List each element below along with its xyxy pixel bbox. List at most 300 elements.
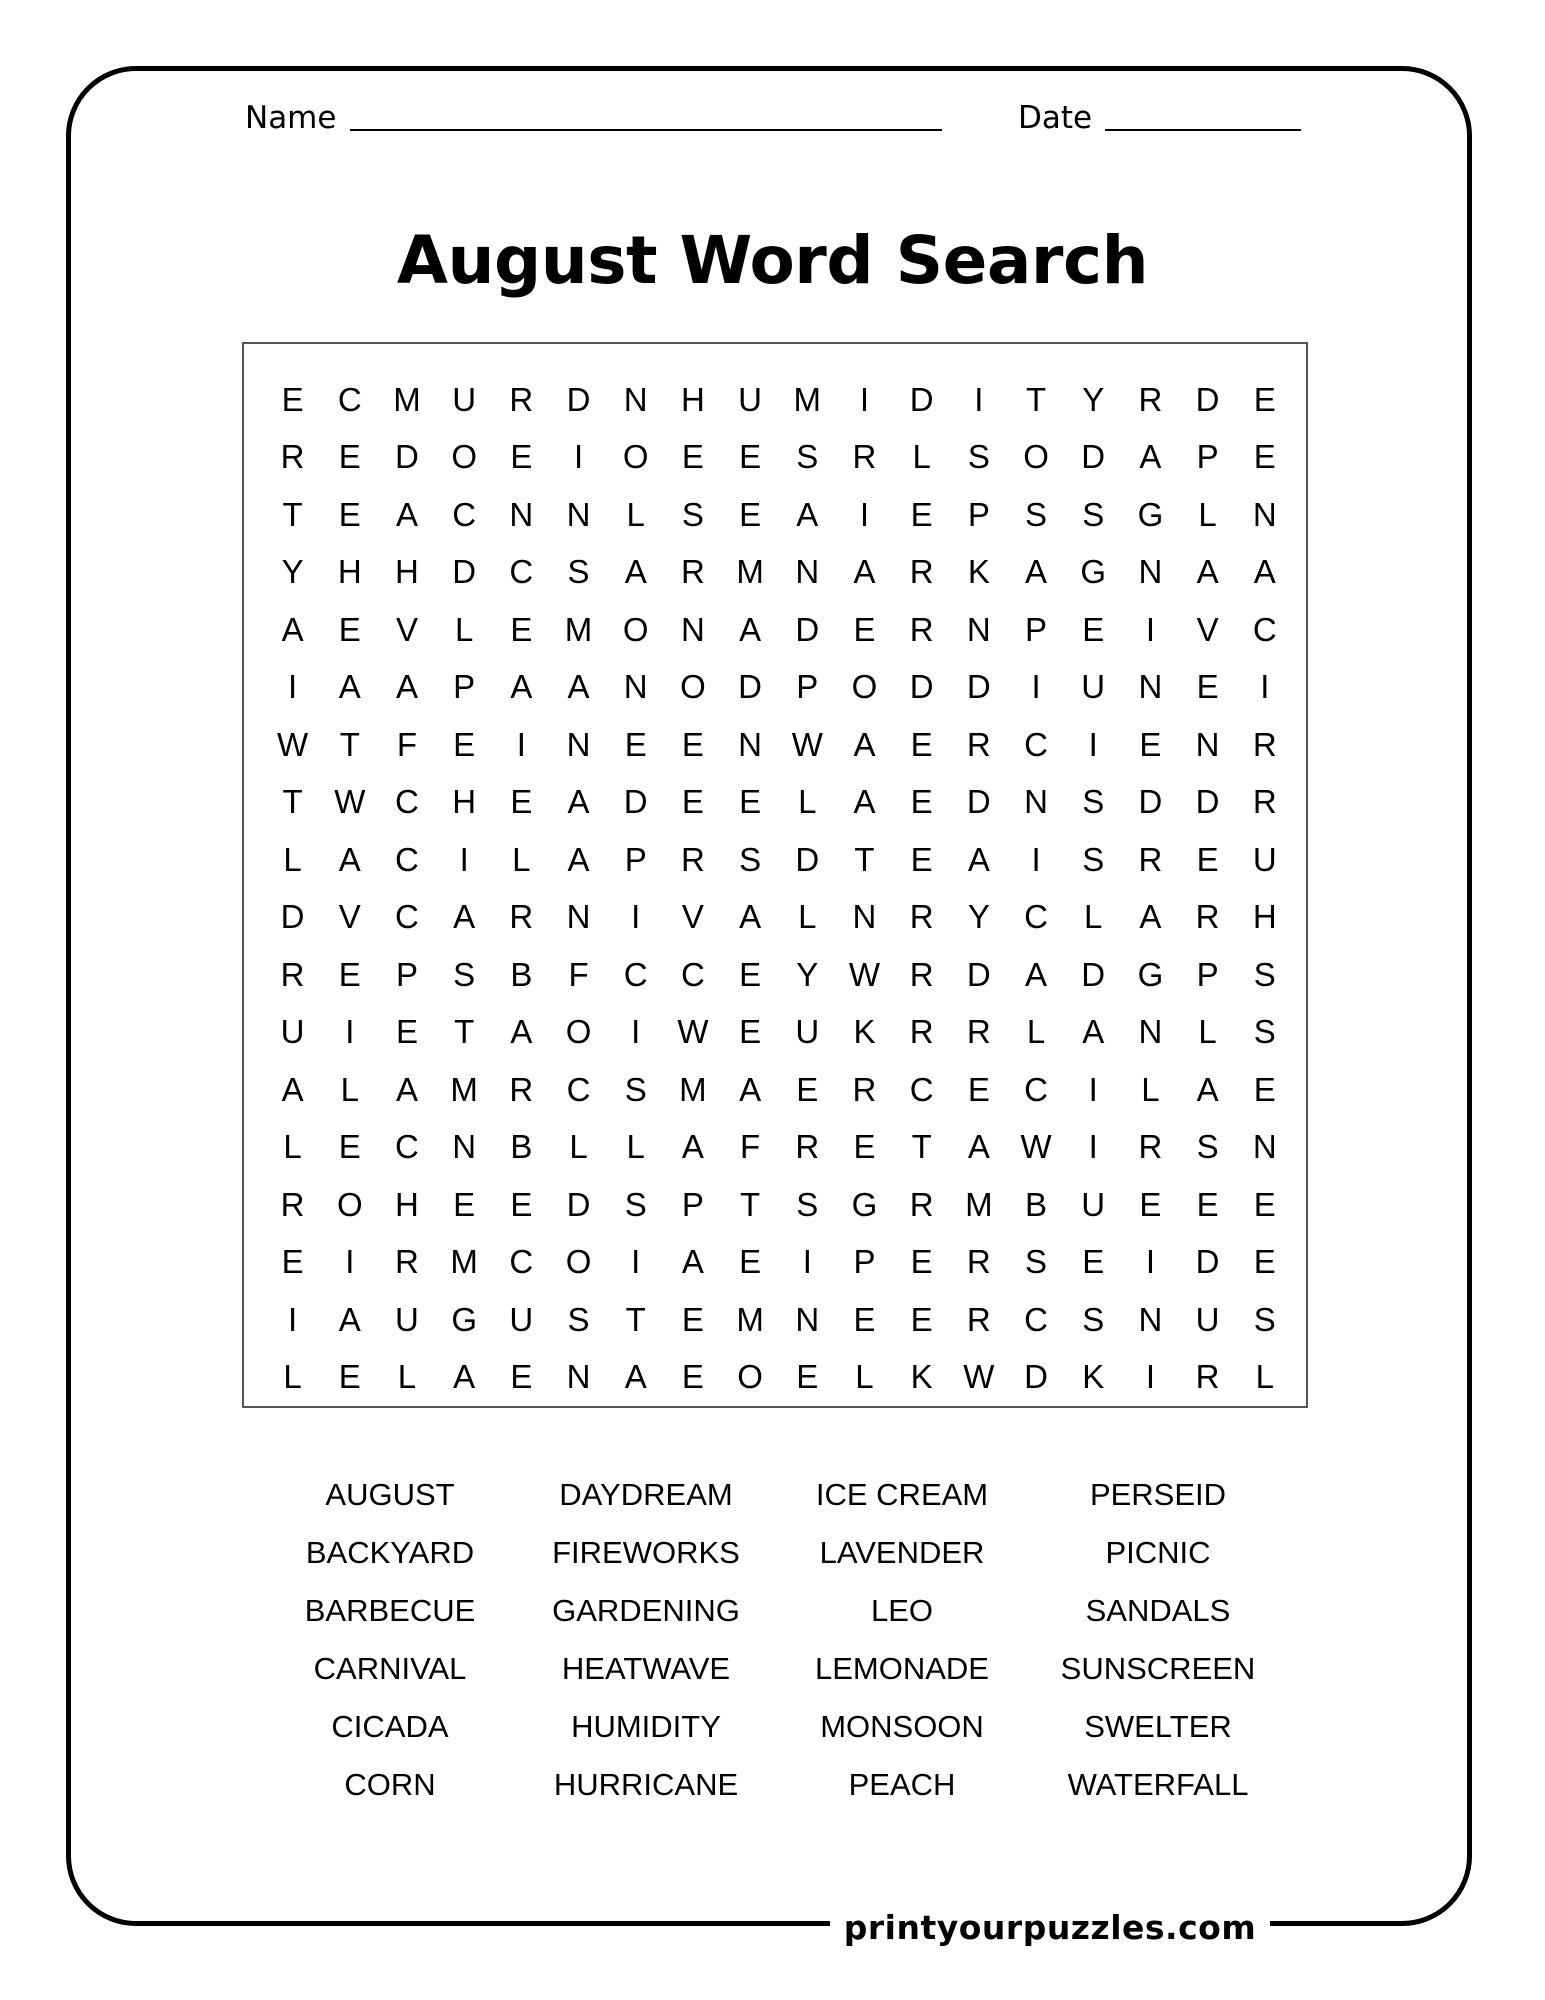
grid-cell: A: [338, 668, 361, 706]
grid-cell: E: [853, 610, 876, 648]
grid-cell: S: [1082, 840, 1105, 878]
grid-cell: I: [345, 1013, 355, 1051]
grid-cell: D: [1081, 438, 1106, 476]
grid-cell: U: [452, 380, 477, 418]
grid-cell: M: [564, 610, 593, 648]
grid-cell: E: [1196, 840, 1219, 878]
grid-cell: N: [795, 553, 820, 591]
grid-cell: O: [851, 668, 878, 706]
grid-cell: P: [1025, 610, 1048, 648]
grid-cell: R: [966, 1300, 991, 1338]
grid-cell: E: [739, 1013, 762, 1051]
grid-cell: D: [1138, 783, 1163, 821]
date-line: [1105, 129, 1301, 131]
grid-cell: S: [796, 438, 819, 476]
grid-cell: T: [282, 783, 303, 821]
word-list-item: SWELTER: [1084, 1709, 1232, 1744]
grid-cell: A: [1082, 1013, 1105, 1051]
grid-cell: N: [966, 610, 991, 648]
grid-cell: D: [795, 610, 820, 648]
grid-cell: F: [568, 955, 589, 993]
grid-cell: M: [679, 1070, 707, 1108]
footer: [830, 1907, 1270, 1947]
word-list-item: CORN: [344, 1767, 436, 1802]
word-list-item: ICE CREAM: [815, 1477, 989, 1512]
name-line: [350, 129, 942, 131]
grid-cell: D: [452, 553, 477, 591]
grid-cell: I: [974, 380, 984, 418]
grid-cell: N: [1252, 1128, 1277, 1166]
grid-cell: C: [680, 955, 705, 993]
grid-cell: G: [1137, 955, 1164, 993]
grid-cell: K: [910, 1358, 933, 1396]
grid-cell: T: [740, 1185, 761, 1223]
grid-cell: D: [1195, 1243, 1220, 1281]
word-list-item: CARNIVAL: [313, 1651, 467, 1686]
grid-cell: O: [565, 1013, 592, 1051]
grid-cell: G: [451, 1300, 477, 1338]
grid-cell: A: [739, 1070, 762, 1108]
grid-cell: L: [626, 495, 645, 533]
grid-cell: L: [454, 610, 474, 648]
grid-cell: U: [509, 1300, 534, 1338]
grid-cell: T: [339, 725, 360, 763]
word-list-item: HURRICANE: [553, 1767, 739, 1802]
grid-cell: E: [739, 1243, 762, 1281]
grid-cell: K: [1082, 1358, 1105, 1396]
grid-cell: S: [681, 495, 704, 533]
grid-cell: I: [802, 1243, 812, 1281]
grid-cell: C: [1252, 610, 1277, 648]
grid-cell: A: [395, 495, 418, 533]
grid-cell: L: [1198, 495, 1217, 533]
grid-cell: E: [1253, 1070, 1276, 1108]
grid-cell: S: [624, 1185, 647, 1223]
grid-cell: L: [512, 840, 531, 878]
grid-cell: C: [566, 1070, 591, 1108]
word-list-item: WATERFALL: [1067, 1767, 1249, 1802]
grid-cell: L: [1255, 1358, 1274, 1396]
grid-cell: N: [795, 1300, 820, 1338]
grid-cell: E: [739, 495, 762, 533]
word-list-item: MONSOON: [820, 1709, 984, 1744]
grid-cell: L: [283, 1358, 302, 1396]
name-label: Name: [245, 100, 337, 136]
grid-cell: A: [1139, 438, 1162, 476]
grid-cell: S: [1253, 1300, 1276, 1338]
grid-cell: A: [338, 1300, 361, 1338]
grid-cell: E: [910, 1300, 933, 1338]
grid-cell: E: [1082, 1243, 1105, 1281]
grid-cell: E: [681, 783, 704, 821]
grid-cell: W: [677, 1013, 709, 1051]
grid-cell: A: [453, 898, 476, 936]
grid-cell: E: [681, 725, 704, 763]
grid-cell: C: [395, 1128, 419, 1166]
grid-cell: A: [281, 1070, 304, 1108]
grid-cell: U: [795, 1013, 820, 1051]
grid-cell: R: [909, 1185, 934, 1223]
word-list-item: LEMONADE: [815, 1651, 989, 1686]
grid-cell: H: [680, 380, 705, 418]
grid-cell: M: [450, 1070, 478, 1108]
grid-cell: L: [798, 783, 817, 821]
grid-cell: E: [796, 1070, 819, 1108]
grid-cell: R: [509, 898, 534, 936]
grid-cell: A: [681, 1243, 704, 1281]
grid-cell: R: [966, 1013, 991, 1051]
grid-cell: I: [459, 840, 469, 878]
grid-cell: E: [910, 840, 933, 878]
grid-cell: G: [1137, 495, 1164, 533]
grid-cell: M: [736, 553, 764, 591]
grid-cell: H: [395, 553, 419, 591]
grid-cell: S: [1196, 1128, 1219, 1166]
grid-cell: D: [1081, 955, 1106, 993]
grid-cell: U: [1195, 1300, 1220, 1338]
grid-cell: R: [852, 1070, 877, 1108]
grid-cell: E: [338, 438, 361, 476]
grid-cell: I: [631, 898, 641, 936]
word-list-item: PEACH: [848, 1767, 956, 1802]
grid-cell: R: [1138, 840, 1163, 878]
grid-cell: D: [966, 955, 991, 993]
grid-cell: A: [853, 783, 876, 821]
grid-cell: E: [281, 1243, 304, 1281]
grid-cell: A: [853, 553, 876, 591]
grid-cell: W: [791, 725, 823, 763]
grid-cell: A: [796, 495, 819, 533]
grid-cell: M: [450, 1243, 478, 1281]
grid-cell: E: [910, 783, 933, 821]
grid-cell: C: [395, 898, 419, 936]
grid-cell: T: [1025, 380, 1047, 418]
grid-cell: A: [1025, 955, 1048, 993]
grid-cell: N: [1138, 553, 1163, 591]
grid-cell: R: [909, 553, 934, 591]
grid-cell: P: [624, 840, 647, 878]
grid-cell: S: [967, 438, 990, 476]
grid-cell: E: [910, 725, 933, 763]
grid-cell: S: [624, 1070, 647, 1108]
grid-cell: N: [1195, 725, 1220, 763]
grid-cell: C: [1024, 1300, 1048, 1338]
grid-cell: E: [510, 610, 533, 648]
grid-cell: A: [567, 668, 590, 706]
grid-cell: S: [796, 1185, 819, 1223]
grid-cell: C: [337, 380, 362, 418]
grid-cell: R: [509, 1070, 534, 1108]
grid-cell: N: [1138, 668, 1163, 706]
word-list-item: FIREWORKS: [552, 1535, 740, 1570]
grid-cell: S: [1025, 495, 1048, 533]
grid-cell: E: [739, 955, 762, 993]
grid-cell: R: [395, 1243, 419, 1281]
grid-cell: A: [567, 783, 590, 821]
grid-cell: A: [338, 840, 361, 878]
grid-cell: I: [516, 725, 526, 763]
grid-cell: L: [340, 1070, 359, 1108]
grid-cell: H: [337, 553, 362, 591]
grid-cell: E: [453, 1185, 476, 1223]
grid-cell: P: [395, 955, 418, 993]
grid-cell: E: [1139, 1185, 1162, 1223]
word-list-item: LAVENDER: [819, 1535, 985, 1570]
grid-cell: A: [510, 668, 533, 706]
grid-cell: B: [1025, 1185, 1048, 1223]
grid-cell: A: [624, 553, 647, 591]
grid-cell: E: [910, 495, 933, 533]
grid-cell: O: [336, 1185, 363, 1223]
grid-cell: R: [966, 725, 991, 763]
grid-cell: A: [681, 1128, 704, 1166]
grid-cell: E: [1196, 1185, 1219, 1223]
grid-cell: I: [1145, 1358, 1155, 1396]
grid-cell: E: [796, 1358, 819, 1396]
grid-cell: E: [739, 438, 762, 476]
grid-cell: O: [565, 1243, 592, 1281]
grid-cell: S: [1082, 1300, 1105, 1338]
grid-cell: I: [288, 668, 298, 706]
grid-cell: E: [510, 438, 533, 476]
grid-cell: L: [855, 1358, 874, 1396]
grid-cell: I: [1145, 1243, 1155, 1281]
grid-cell: S: [567, 553, 590, 591]
grid-cell: W: [334, 783, 366, 821]
grid-cell: A: [395, 668, 418, 706]
grid-cell: C: [395, 783, 419, 821]
grid-cell: L: [798, 898, 817, 936]
grid-cell: W: [1020, 1128, 1052, 1166]
word-list-item: BACKYARD: [305, 1535, 475, 1570]
grid-cell: O: [451, 438, 477, 476]
grid-cell: D: [280, 898, 305, 936]
word-list-item: HEATWAVE: [561, 1651, 731, 1686]
grid-cell: D: [966, 668, 991, 706]
grid-cell: I: [288, 1300, 298, 1338]
grid-cell: R: [280, 955, 305, 993]
grid-cell: E: [1253, 1185, 1276, 1223]
grid-cell: P: [681, 1185, 704, 1223]
grid-cell: N: [1024, 783, 1048, 821]
grid-cell: N: [738, 725, 763, 763]
grid-cell: U: [1081, 668, 1106, 706]
grid-cell: A: [395, 1070, 418, 1108]
grid-cell: L: [397, 1358, 417, 1396]
grid-cell: D: [623, 783, 648, 821]
grid-cell: R: [1252, 783, 1277, 821]
grid-cell: E: [338, 495, 361, 533]
grid-cell: S: [1082, 495, 1105, 533]
grid-cell: O: [622, 610, 649, 648]
word-list-item: SUNSCREEN: [1060, 1651, 1256, 1686]
grid-cell: Y: [281, 553, 304, 591]
word-list-item: DAYDREAM: [559, 1477, 733, 1512]
grid-cell: A: [739, 898, 762, 936]
grid-cell: L: [626, 1128, 645, 1166]
grid-cell: D: [1024, 1358, 1048, 1396]
grid-cell: T: [911, 1128, 932, 1166]
grid-cell: D: [738, 668, 763, 706]
letter-grid-box: [242, 342, 1308, 1408]
grid-cell: E: [1253, 1243, 1276, 1281]
grid-cell: N: [566, 495, 591, 533]
grid-cell: E: [1196, 668, 1219, 706]
grid-cell: R: [795, 1128, 820, 1166]
grid-cell: Y: [796, 955, 819, 993]
grid-cell: H: [1252, 898, 1277, 936]
grid-cell: G: [851, 1185, 878, 1223]
grid-cell: E: [510, 783, 533, 821]
grid-cell: M: [965, 1185, 993, 1223]
grid-cell: D: [1195, 380, 1220, 418]
word-list-item: BARBECUE: [304, 1593, 476, 1628]
grid-cell: E: [510, 1358, 533, 1396]
grid-cell: I: [1031, 840, 1041, 878]
grid-cell: E: [1253, 380, 1276, 418]
grid-cell: L: [283, 840, 302, 878]
grid-cell: R: [680, 840, 705, 878]
grid-cell: C: [1024, 1070, 1048, 1108]
grid-cell: A: [453, 1358, 476, 1396]
grid-cell: V: [1196, 610, 1219, 648]
grid-cell: R: [1195, 1358, 1220, 1396]
grid-cell: I: [1145, 610, 1155, 648]
grid-cell: D: [909, 380, 934, 418]
grid-cell: U: [1081, 1185, 1106, 1223]
word-list-item: CICADA: [331, 1709, 449, 1744]
grid-cell: N: [1138, 1300, 1163, 1338]
grid-cell: N: [1252, 495, 1277, 533]
grid-cell: R: [1195, 898, 1220, 936]
grid-cell: V: [395, 610, 418, 648]
grid-cell: C: [1024, 725, 1048, 763]
grid-cell: P: [1196, 438, 1219, 476]
grid-cell: D: [1195, 783, 1220, 821]
grid-cell: G: [1080, 553, 1107, 591]
grid-cell: I: [631, 1013, 641, 1051]
grid-cell: W: [963, 1358, 995, 1396]
grid-cell: P: [853, 1243, 876, 1281]
grid-cell: E: [1082, 610, 1105, 648]
grid-cell: C: [509, 1243, 534, 1281]
grid-cell: I: [1088, 1070, 1098, 1108]
grid-cell: E: [395, 1013, 418, 1051]
grid-cell: I: [1260, 668, 1270, 706]
grid-cell: P: [967, 495, 990, 533]
grid-cell: E: [853, 1300, 876, 1338]
grid-cell: E: [281, 380, 304, 418]
grid-cell: R: [1138, 1128, 1163, 1166]
grid-cell: R: [280, 1185, 305, 1223]
grid-cell: I: [1088, 1128, 1098, 1166]
grid-cell: T: [854, 840, 875, 878]
grid-cell: I: [345, 1243, 355, 1281]
grid-cell: I: [631, 1243, 641, 1281]
grid-cell: B: [510, 955, 533, 993]
grid-cell: M: [736, 1300, 764, 1338]
grid-cell: A: [1196, 553, 1219, 591]
grid-cell: R: [1252, 725, 1277, 763]
grid-cell: A: [567, 840, 590, 878]
grid-cell: A: [510, 1013, 533, 1051]
grid-cell: R: [509, 380, 534, 418]
date-label: Date: [1018, 100, 1093, 136]
word-list-item: LEO: [870, 1593, 934, 1628]
grid-cell: R: [852, 438, 877, 476]
grid-cell: A: [967, 1128, 990, 1166]
footer-site-text: printyourpuzzles.com: [843, 1907, 1257, 1947]
grid-cell: A: [624, 1358, 647, 1396]
grid-cell: A: [967, 840, 990, 878]
word-list-item: GARDENING: [552, 1593, 740, 1628]
grid-cell: I: [573, 438, 584, 476]
grid-cell: T: [454, 1013, 475, 1051]
grid-cell: Y: [967, 898, 990, 936]
grid-cell: A: [739, 610, 762, 648]
grid-cell: V: [338, 898, 361, 936]
grid-cell: C: [452, 495, 477, 533]
grid-cell: O: [680, 668, 706, 706]
word-list-item: AUGUST: [325, 1477, 455, 1512]
grid-cell: E: [510, 1185, 533, 1223]
grid-cell: N: [852, 898, 877, 936]
grid-cell: D: [395, 438, 419, 476]
grid-cell: E: [338, 1358, 361, 1396]
grid-cell: K: [967, 553, 990, 591]
grid-cell: Y: [1082, 380, 1105, 418]
grid-cell: U: [738, 380, 763, 418]
word-list-item: PERSEID: [1089, 1477, 1227, 1512]
grid-cell: U: [1252, 840, 1277, 878]
grid-cell: N: [566, 1358, 591, 1396]
grid-cell: I: [1031, 668, 1041, 706]
grid-cell: E: [1139, 725, 1162, 763]
grid-cell: E: [338, 955, 361, 993]
grid-cell: O: [622, 438, 649, 476]
word-list-item: HUMIDITY: [571, 1709, 721, 1744]
grid-cell: S: [1253, 1013, 1276, 1051]
grid-cell: I: [1088, 725, 1098, 763]
grid-cell: D: [795, 840, 820, 878]
grid-cell: C: [509, 553, 534, 591]
grid-cell: R: [1138, 380, 1163, 418]
grid-cell: E: [624, 725, 647, 763]
grid-cell: C: [1024, 898, 1048, 936]
grid-cell: N: [509, 495, 534, 533]
word-list: [262, 1466, 1286, 1814]
grid-cell: A: [853, 725, 876, 763]
grid-cell: O: [1023, 438, 1049, 476]
grid-cell: P: [453, 668, 476, 706]
word-list-item: SANDALS: [1085, 1593, 1231, 1628]
grid-cell: C: [623, 955, 648, 993]
grid-cell: W: [848, 955, 881, 993]
grid-cell: E: [853, 1128, 876, 1166]
grid-cell: L: [1198, 1013, 1217, 1051]
grid-cell: E: [338, 1128, 361, 1166]
grid-cell: E: [681, 1300, 704, 1338]
page-title: August Word Search: [396, 222, 1149, 299]
grid-cell: E: [681, 1358, 704, 1396]
grid-cell: U: [395, 1300, 419, 1338]
grid-cell: R: [909, 610, 934, 648]
grid-cell: L: [1141, 1070, 1160, 1108]
word-list-item: PICNIC: [1105, 1535, 1211, 1570]
grid-cell: R: [280, 438, 305, 476]
grid-cell: S: [453, 955, 476, 993]
letter-grid: [264, 371, 1290, 1406]
